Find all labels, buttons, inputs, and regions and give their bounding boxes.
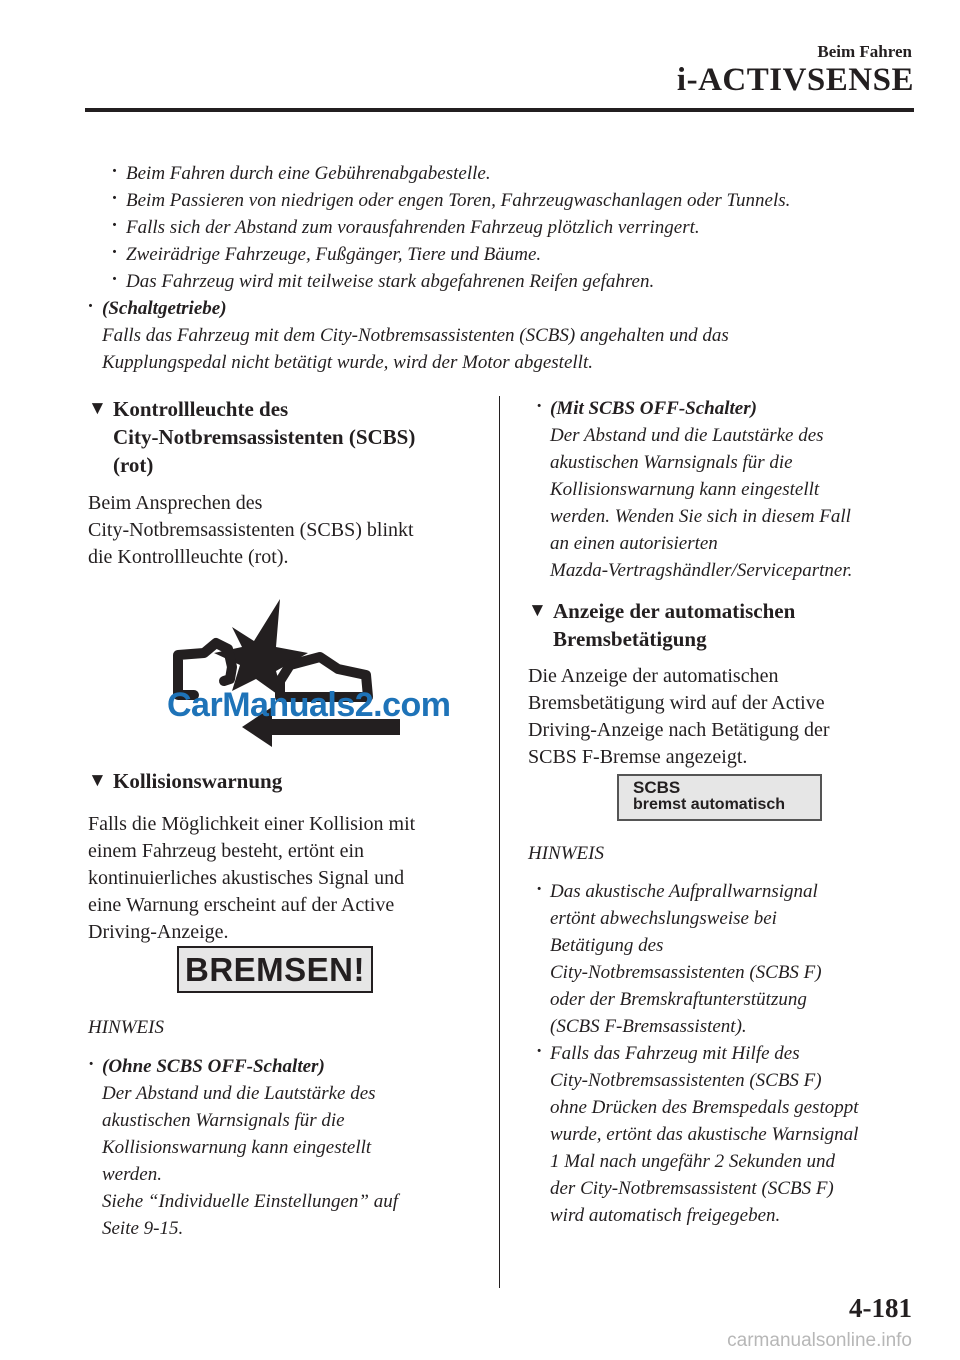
note-heading: (Ohne SCBS OFF-Schalter) [102, 1056, 325, 1077]
note-ohne-scbs-off [88, 1053, 398, 1242]
note-aufprallwarnsignal [536, 878, 822, 1040]
text-line: Falls das Fahrzeug mit Hilfe des [550, 1043, 800, 1064]
section-heading-kollisionswarnung [88, 767, 282, 795]
text-line: City-Notbremsassistenten (SCBS F) [550, 1070, 822, 1091]
cross-reference: Seite 9-15. [102, 1218, 184, 1239]
text-line: Der Abstand und die Lautstärke des [102, 1083, 376, 1104]
text-line: kontinuierliches akustisches Signal und [88, 867, 405, 889]
scbs-warning-light-icon [170, 595, 410, 755]
text-line: City-Notbremsassistenten (SCBS F) [550, 962, 822, 983]
list-item: · Das Fahrzeug wird mit teilweise stark abgefahrenen Reifen gefahren. [112, 268, 790, 295]
list-item: · Falls sich der Abstand zum vorausfahrenden Fahrzeug plötzlich verringert. [112, 214, 790, 241]
list-item: · Zweirädrige Fahrzeuge, Fußgänger, Tiere und Bäume. [112, 241, 790, 268]
text-line: ohne Drücken des Bremspedals gestoppt [550, 1097, 859, 1118]
note-fahrzeug-gestoppt [536, 1040, 859, 1229]
schaltgetriebe-heading: (Schaltgetriebe) [102, 298, 227, 319]
text-line: wurde, ertönt das akustische Warnsignal [550, 1124, 859, 1145]
text-line: akustischen Warnsignals für die [102, 1110, 345, 1131]
text-line: Betätigung des [550, 935, 664, 956]
bremsen-display [177, 946, 373, 993]
text-line: Mazda-Vertragshändler/Servicepartner. [550, 560, 853, 581]
section-heading-kontrollleuchte [88, 395, 415, 479]
page-title: i-ACTIVSENSE [676, 62, 914, 98]
bullet-dot: · [536, 1041, 543, 1062]
watermark-text: CarManuals2.com [167, 686, 451, 724]
bullet-dot: · [536, 396, 543, 417]
hinweis-label: HINWEIS [88, 1017, 164, 1038]
header-rule [85, 108, 914, 112]
text-line: eine Warnung erscheint auf der Active [88, 894, 395, 916]
header-section-label: Beim Fahren [817, 42, 912, 61]
text-line: einem Fahrzeug besteht, ertönt ein [88, 840, 365, 862]
display-line: bremst automatisch [633, 796, 786, 813]
scbs-bremst-display [617, 774, 822, 821]
display-line: SCBS [633, 778, 681, 797]
text-line: 1 Mal nach ungefähr 2 Sekunden und [550, 1151, 835, 1172]
list-item: · Beim Fahren durch eine Gebührenabgabestelle. [112, 160, 790, 187]
paragraph-bremsbetaetigung [528, 663, 830, 771]
note-mit-scbs-off [536, 395, 852, 584]
cross-reference: Siehe “Individuelle Einstellungen” auf [102, 1191, 399, 1212]
footer-watermark-url: carmanualsonline.info [727, 1330, 912, 1351]
text-line: oder der Bremskraftunterstützung [550, 989, 807, 1010]
triangle-marker-icon: ▼ [88, 398, 107, 419]
note-heading: (Mit SCBS OFF-Schalter) [550, 398, 757, 419]
text-line: Das akustische Aufprallwarnsignal [550, 881, 818, 902]
text-line: Beim Ansprechen des [88, 492, 263, 514]
text-line: an einen autorisierten [550, 533, 718, 554]
heading-line: (rot) [113, 453, 154, 477]
text-line: Falls das Fahrzeug mit dem City-Notbremsassistenten (SCBS) angehalten und das [102, 325, 729, 346]
text-line: der City-Notbremsassistent (SCBS F) [550, 1178, 834, 1199]
triangle-marker-icon: ▼ [88, 770, 107, 791]
text-line: die Kontrollleuchte (rot). [88, 546, 289, 568]
text-line: Kollisionswarnung kann eingestellt [550, 479, 820, 500]
text-line: Der Abstand und die Lautstärke des [550, 425, 824, 446]
paragraph-kollisionswarnung [88, 811, 415, 946]
schaltgetriebe-text [102, 322, 882, 376]
heading-line: City-Notbremsassistenten (SCBS) [113, 425, 416, 449]
intro-sub-bullet-list [112, 160, 790, 295]
text-line: Bremsbetätigung wird auf der Active [528, 692, 825, 714]
text-line: Falls die Möglichkeit einer Kollision mit [88, 813, 416, 835]
text-line: Driving-Anzeige nach Betätigung der [528, 719, 830, 741]
bullet-dot: · [88, 1054, 95, 1075]
text-line: Driving-Anzeige. [88, 921, 229, 943]
text-line: Die Anzeige der automatischen [528, 665, 779, 687]
text-line: ertönt abwechslungsweise bei [550, 908, 777, 929]
text-line: SCBS F-Bremse angezeigt. [528, 746, 748, 768]
text-line: wird automatisch freigegeben. [550, 1205, 781, 1226]
text-line: City-Notbremsassistenten (SCBS) blinkt [88, 519, 414, 541]
section-heading-bremsbetaetigung [528, 597, 795, 653]
heading-line: Kollisionswarnung [113, 769, 283, 793]
text-line: akustischen Warnsignals für die [550, 452, 793, 473]
bullet-dot: · [536, 879, 543, 900]
paragraph-kontrollleuchte [88, 490, 414, 571]
triangle-marker-icon: ▼ [528, 600, 547, 621]
text-line: (SCBS F-Bremsassistent). [550, 1016, 747, 1037]
bullet-dot: · [88, 296, 93, 317]
bremsen-display-text: BREMSEN! [184, 950, 365, 988]
text-line: Kupplungspedal nicht betätigt wurde, wird der Motor abgestellt. [102, 352, 593, 373]
heading-line: Anzeige der automatischen [553, 599, 796, 623]
schaltgetriebe-item [88, 295, 882, 376]
list-item: · Beim Passieren von niedrigen oder engen Toren, Fahrzeugwaschanlagen oder Tunnels. [112, 187, 790, 214]
text-line: werden. [102, 1164, 162, 1185]
heading-line: Kontrollleuchte des [113, 397, 289, 421]
heading-line: Bremsbetätigung [553, 627, 707, 651]
column-divider [499, 396, 500, 1288]
page-number: 4-181 [849, 1293, 912, 1323]
hinweis-label: HINWEIS [528, 843, 604, 864]
text-line: Kollisionswarnung kann eingestellt [102, 1137, 372, 1158]
text-line: werden. Wenden Sie sich in diesem Fall [550, 506, 851, 527]
